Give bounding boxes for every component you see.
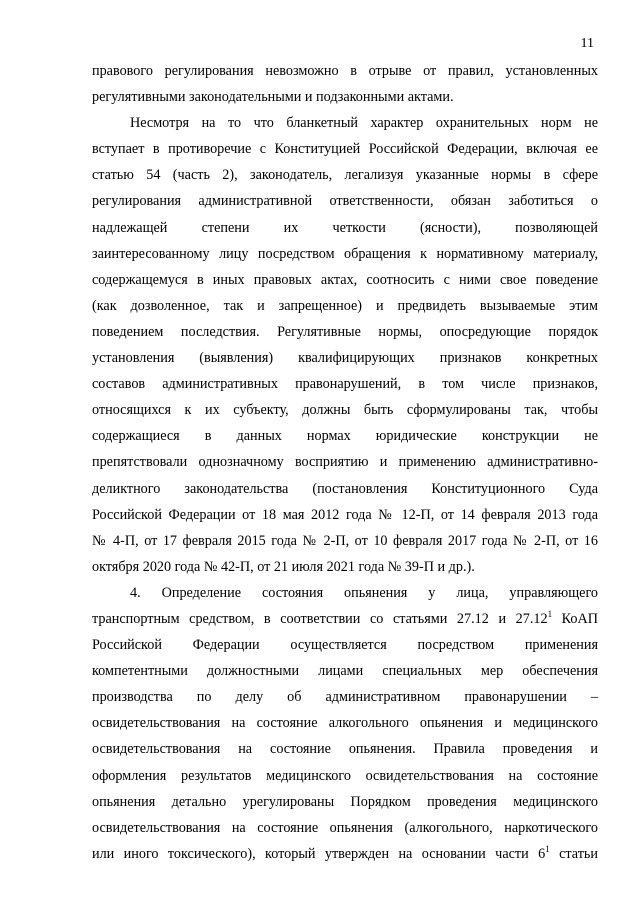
text-line: установления (выявления) квалифицирующих признаков конкретных	[92, 350, 598, 367]
text-line: (как дозволенное, так и запрещенное) и предвидеть вызываемые этим	[92, 297, 598, 314]
text-line: поведением последствия. Регулятивные нормы, опосредующие порядок	[92, 323, 598, 340]
superscript: 1	[545, 843, 550, 854]
text-line: № 4-П, от 17 февраля 2015 года № 2-П, от 10 февраля 2017 года № 2-П, от 16	[92, 532, 598, 549]
text-line: относящихся к их субъекту, должны быть сформулированы так, чтобы	[92, 402, 598, 419]
text-line: правового регулирования невозможно в отрыве от правил, установленных	[92, 63, 598, 79]
text-fragment: статьи	[549, 845, 598, 862]
text-fragment: транспортным средством, в соответствии со статьями 27.12 и 27.12	[92, 610, 548, 627]
text-fragment: или иного токсического), который утвержден на основании части 6	[92, 845, 546, 862]
text-fragment: КоАП	[552, 610, 599, 627]
text-line: 4. Определение состояния опьянения у лица, управляющего	[130, 584, 598, 601]
text-line: компетентными должностными лицами специальных мер обеспечения	[92, 663, 598, 680]
text-line	[92, 841, 598, 867]
text-line: оформления результатов медицинского освидетельствования на состояние	[92, 767, 598, 784]
text-line: освидетельствования на состояние опьянения (алкогольного, наркотического	[92, 819, 598, 836]
paragraph	[92, 110, 598, 580]
superscript: 1	[547, 608, 553, 619]
paragraph	[92, 580, 598, 867]
text-line: Российской Федерации от 18 мая 2012 года № 12-П, от 14 февраля 2013 года	[92, 506, 598, 523]
text-line: содержащиеся в данных нормах юридические конструкции не	[92, 428, 598, 445]
text-line: статью 54 (часть 2), законодатель, легализуя указанные нормы в сфере	[92, 167, 598, 184]
text-line: составов административных правонарушений, в том числе признаков,	[92, 376, 598, 393]
paragraph	[92, 58, 598, 110]
text-line: надлежащей степени их четкости (ясности), позволяющей	[92, 219, 598, 236]
text-line: октября 2020 года № 42-П, от 21 июля 2021 года № 39-П и др.).	[92, 558, 475, 575]
text-line: Российской Федерации осуществляется посредством применения	[92, 637, 598, 654]
document-body	[92, 58, 598, 867]
text-line: препятствовали однозначному восприятию и применению административно-	[92, 454, 598, 471]
text-line: заинтересованному лицу посредством обращения к нормативному материалу,	[92, 245, 598, 262]
page-number: 11	[580, 36, 594, 51]
text-line: регулятивными законодательными и подзаконными актами.	[92, 89, 454, 106]
text-line: деликтного законодательства (постановления Конституционного Суда	[92, 480, 598, 497]
text-line: Несмотря на то что бланкетный характер охранительных норм не	[130, 115, 598, 132]
text-line: освидетельствования на состояние алкогольного опьянения и медицинского	[92, 715, 598, 732]
text-line: вступает в противоречие с Конституцией Российской Федерации, включая ее	[92, 141, 598, 158]
text-line: содержащемуся в иных правовых актах, соотносить с ними свое поведение	[92, 271, 598, 288]
text-line: производства по делу об административном правонарушении –	[92, 689, 598, 706]
text-line: регулирования административной ответственности, обязан заботиться о	[92, 193, 598, 210]
text-line: опьянения детально урегулированы Порядком проведения медицинского	[92, 793, 598, 810]
text-line	[92, 606, 598, 632]
text-line: освидетельствования на состояние опьянения. Правила проведения и	[92, 741, 598, 758]
